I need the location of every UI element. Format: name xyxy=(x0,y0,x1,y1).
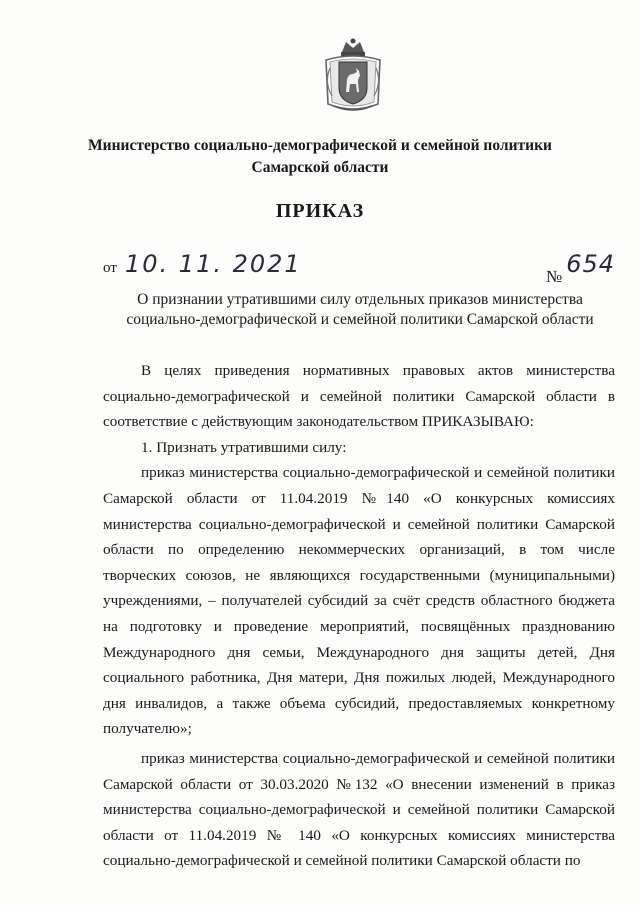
ministry-line-1: Министерство социально-демографической и семейной политики xyxy=(88,137,552,154)
ministry-name xyxy=(0,135,640,179)
order-number xyxy=(545,250,615,286)
document-type-title: ПРИКАЗ xyxy=(275,200,365,222)
order-body xyxy=(103,358,615,874)
date-prefix: от xyxy=(103,260,117,276)
handwritten-date: 10. 11. 2021 xyxy=(125,250,302,278)
handwritten-number: 654 xyxy=(566,250,615,278)
ministry-line-2: Самарской области xyxy=(251,159,389,176)
item-1a-paragraph: приказ министерства социально-демографической и семейной политики Самарской области от 11.04.2019 №140 «О конкурсных комиссиях министерства социально-демографической и семейной политики Самарской области по определению некоммерческих организаций, в том числе творческих союзов, не являющихся государственными (муниципальными) учреждениями, – получателей субсидий за счёт средств областного бюджета на подготовку и проведение мероприятий, посвящённых празднованию Международного дня семьи, Международного дня защиты детей, Дня социального работника, Дня матери, Дня пожилых людей, Международного дня инвалидов, а также объема субсидий, предоставляемых конкретному получателю»; xyxy=(103,464,615,738)
item-1b-paragraph: приказ министерства социально-демографической и семейной политики Самарской области от 30.03.2020 №132 «О внесении изменений в приказ министерства социально-демографической и семейной политики Самарской области от 11.04.2019 № 140 «О конкурсных комиссиях министерства социально-демографической и семейной политики Самарской области по xyxy=(103,749,615,870)
number-prefix: № xyxy=(545,267,563,286)
date-number-row xyxy=(103,250,615,284)
preamble-paragraph: В целях приведения нормативных правовых актов министерства социально-демографической и семейной политики Самарской области в соответствие с действующим законодательством ПРИКАЗЫВАЮ: xyxy=(103,362,615,431)
coat-of-arms-icon xyxy=(322,38,384,114)
item-1-heading: 1. Признать утратившими силу: xyxy=(141,438,347,456)
order-subject: О признании утратившими силу отдельных приказов министерства социально-демографической и семейной политики Самарской области xyxy=(126,291,594,328)
